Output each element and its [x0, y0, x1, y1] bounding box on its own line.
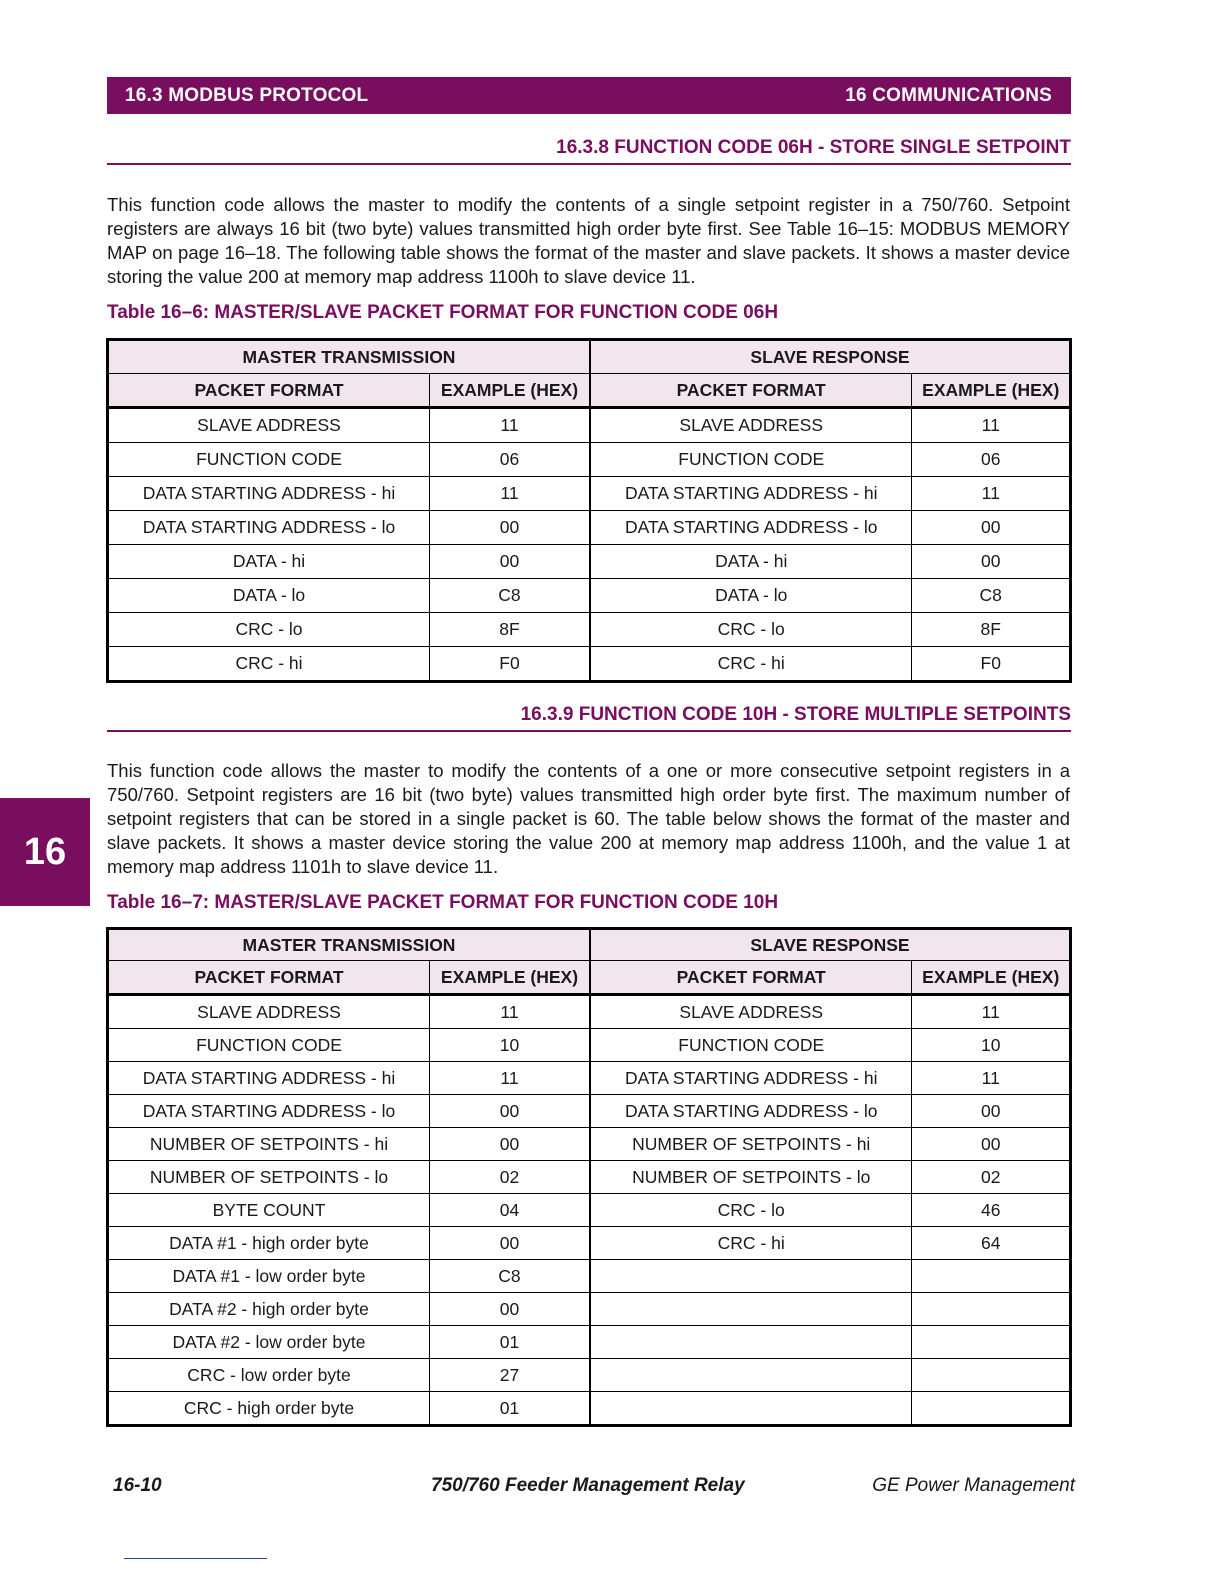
- cell-slave-example-hex: 00: [912, 545, 1071, 579]
- cell-slave-example-hex: 10: [912, 1029, 1071, 1062]
- cell-master-packet-format: NUMBER OF SETPOINTS - lo: [108, 1161, 430, 1194]
- cell-master-example-hex: 00: [429, 1227, 589, 1260]
- page-footer: [107, 1475, 1075, 1501]
- table-row: [108, 1161, 1071, 1194]
- table-16-6-caption: Table 16–6: MASTER/SLAVE PACKET FORMAT FOR FUNCTION CODE 06H: [107, 302, 779, 323]
- cell-slave-packet-format: DATA - lo: [590, 579, 912, 613]
- cell-slave-packet-format: DATA STARTING ADDRESS - lo: [590, 511, 912, 545]
- section-10h-paragraph: This function code allows the master to modify the contents of a one or more consecutive setpoint registers in a 750/760. Setpoint registers are 16 bit (two byte) values transmitted high order byte first. The maximum number of setpoint registers that can be stored in a single packet is 60. The table below shows the format of the master and slave packets. It shows a master device storing the value 200 at memory map address 1100h, and the value 1 at memory map address 1101h to slave device 11.: [107, 760, 1070, 877]
- cell-slave-packet-format: FUNCTION CODE: [590, 443, 912, 477]
- chapter-tab[interactable]: 16: [0, 798, 90, 906]
- cell-master-example-hex: 06: [429, 443, 589, 477]
- cell-slave-example-hex: 11: [912, 408, 1071, 443]
- cell-slave-packet-format: [590, 1260, 912, 1293]
- cell-slave-packet-format: SLAVE ADDRESS: [590, 408, 912, 443]
- cell-slave-example-hex: 11: [912, 1062, 1071, 1095]
- col-header-packet-format: PACKET FORMAT: [590, 374, 912, 408]
- cell-slave-example-hex: 06: [912, 443, 1071, 477]
- cell-master-packet-format: CRC - high order byte: [108, 1392, 430, 1426]
- table-row: [108, 1095, 1071, 1128]
- cell-master-example-hex: 00: [429, 1293, 589, 1326]
- table-row: [108, 995, 1071, 1029]
- cell-slave-example-hex: [912, 1293, 1071, 1326]
- cell-master-example-hex: 8F: [429, 613, 589, 647]
- cell-master-example-hex: 01: [429, 1326, 589, 1359]
- cell-slave-packet-format: NUMBER OF SETPOINTS - hi: [590, 1128, 912, 1161]
- cell-slave-packet-format: [590, 1392, 912, 1426]
- cell-master-example-hex: C8: [429, 1260, 589, 1293]
- table-row: [108, 408, 1071, 443]
- cell-master-example-hex: 00: [429, 1095, 589, 1128]
- cell-master-example-hex: F0: [429, 647, 589, 682]
- cell-master-packet-format: DATA STARTING ADDRESS - hi: [108, 1062, 430, 1095]
- cell-master-example-hex: 00: [429, 1128, 589, 1161]
- section-06h-paragraph: This function code allows the master to modify the contents of a single setpoint register in a 750/760. Setpoint registers are always 16 bit (two byte) values transmitted high order byte first. See Table 16–15: MODBUS MEMORY MAP on page 16–18. The following table shows the format of the master and slave packets. It shows a master device storing the value 200 at memory map address 1100h to slave device 11.: [107, 194, 1070, 287]
- cell-slave-packet-format: [590, 1293, 912, 1326]
- col-header-example-hex: EXAMPLE (HEX): [912, 374, 1071, 408]
- cell-slave-example-hex: 00: [912, 1128, 1071, 1161]
- header-chapter-label: 16 COMMUNICATIONS: [845, 84, 1052, 106]
- cell-slave-example-hex: C8: [912, 579, 1071, 613]
- cell-master-example-hex: 11: [429, 408, 589, 443]
- footer-product-name: 750/760 Feeder Management Relay: [431, 1475, 745, 1496]
- cell-master-packet-format: CRC - lo: [108, 613, 430, 647]
- cell-slave-example-hex: 64: [912, 1227, 1071, 1260]
- cell-master-packet-format: DATA - hi: [108, 545, 430, 579]
- cell-master-packet-format: DATA STARTING ADDRESS - lo: [108, 511, 430, 545]
- col-header-packet-format: PACKET FORMAT: [108, 374, 430, 408]
- cell-master-packet-format: FUNCTION CODE: [108, 1029, 430, 1062]
- section-title-06h: 16.3.8 FUNCTION CODE 06H - STORE SINGLE SETPOINT: [107, 137, 1071, 165]
- cell-slave-packet-format: DATA STARTING ADDRESS - hi: [590, 477, 912, 511]
- cell-slave-packet-format: NUMBER OF SETPOINTS - lo: [590, 1161, 912, 1194]
- cell-slave-packet-format: SLAVE ADDRESS: [590, 995, 912, 1029]
- cell-slave-packet-format: DATA STARTING ADDRESS - hi: [590, 1062, 912, 1095]
- col-header-example-hex: EXAMPLE (HEX): [429, 961, 589, 995]
- cell-master-packet-format: BYTE COUNT: [108, 1194, 430, 1227]
- packet-format-table-06h: [106, 338, 1072, 683]
- cell-slave-example-hex: [912, 1260, 1071, 1293]
- cell-master-example-hex: 11: [429, 1062, 589, 1095]
- cell-slave-packet-format: [590, 1326, 912, 1359]
- table-row: [108, 511, 1071, 545]
- cell-slave-example-hex: [912, 1359, 1071, 1392]
- table-row: [108, 1227, 1071, 1260]
- cell-master-packet-format: SLAVE ADDRESS: [108, 995, 430, 1029]
- cell-slave-example-hex: 8F: [912, 613, 1071, 647]
- col-header-example-hex: EXAMPLE (HEX): [912, 961, 1071, 995]
- cell-master-packet-format: NUMBER OF SETPOINTS - hi: [108, 1128, 430, 1161]
- table-row: [108, 477, 1071, 511]
- cell-master-packet-format: DATA STARTING ADDRESS - lo: [108, 1095, 430, 1128]
- cell-master-example-hex: C8: [429, 579, 589, 613]
- cell-slave-packet-format: DATA STARTING ADDRESS - lo: [590, 1095, 912, 1128]
- cell-slave-packet-format: FUNCTION CODE: [590, 1029, 912, 1062]
- slave-response-header: SLAVE RESPONSE: [590, 340, 1071, 374]
- cell-slave-packet-format: CRC - hi: [590, 1227, 912, 1260]
- cell-master-packet-format: DATA STARTING ADDRESS - hi: [108, 477, 430, 511]
- cell-master-example-hex: 00: [429, 545, 589, 579]
- cell-slave-packet-format: [590, 1359, 912, 1392]
- cell-slave-example-hex: 11: [912, 995, 1071, 1029]
- cell-master-packet-format: SLAVE ADDRESS: [108, 408, 430, 443]
- table-row: [108, 1128, 1071, 1161]
- cell-master-packet-format: DATA #2 - low order byte: [108, 1326, 430, 1359]
- table-row: [108, 1260, 1071, 1293]
- table-row: [108, 1293, 1071, 1326]
- cell-slave-example-hex: 00: [912, 511, 1071, 545]
- table-row: [108, 647, 1071, 682]
- cell-slave-example-hex: [912, 1392, 1071, 1426]
- master-transmission-header: MASTER TRANSMISSION: [108, 929, 590, 961]
- col-header-packet-format: PACKET FORMAT: [590, 961, 912, 995]
- table-row: [108, 1326, 1071, 1359]
- table-row: [108, 1194, 1071, 1227]
- cell-master-example-hex: 11: [429, 477, 589, 511]
- table-row: [108, 545, 1071, 579]
- cell-master-packet-format: DATA #1 - low order byte: [108, 1260, 430, 1293]
- cell-slave-packet-format: CRC - lo: [590, 1194, 912, 1227]
- footer-company: GE Power Management: [872, 1475, 1075, 1496]
- cell-slave-packet-format: CRC - hi: [590, 647, 912, 682]
- footer-link-underline: [124, 1558, 267, 1559]
- cell-slave-packet-format: DATA - hi: [590, 545, 912, 579]
- cell-master-packet-format: DATA - lo: [108, 579, 430, 613]
- table-row: [108, 613, 1071, 647]
- cell-master-packet-format: CRC - hi: [108, 647, 430, 682]
- slave-response-header: SLAVE RESPONSE: [590, 929, 1071, 961]
- cell-master-packet-format: CRC - low order byte: [108, 1359, 430, 1392]
- cell-slave-example-hex: 46: [912, 1194, 1071, 1227]
- table-row: [108, 1392, 1071, 1426]
- cell-master-packet-format: DATA #2 - high order byte: [108, 1293, 430, 1326]
- cell-master-example-hex: 02: [429, 1161, 589, 1194]
- cell-slave-example-hex: 00: [912, 1095, 1071, 1128]
- master-transmission-header: MASTER TRANSMISSION: [108, 340, 590, 374]
- table-row: [108, 443, 1071, 477]
- cell-master-example-hex: 11: [429, 995, 589, 1029]
- cell-master-packet-format: FUNCTION CODE: [108, 443, 430, 477]
- packet-format-table-10h: [106, 927, 1072, 1427]
- table-row: [108, 579, 1071, 613]
- cell-master-example-hex: 00: [429, 511, 589, 545]
- cell-slave-example-hex: F0: [912, 647, 1071, 682]
- page-header-bar: [107, 77, 1071, 114]
- col-header-example-hex: EXAMPLE (HEX): [429, 374, 589, 408]
- cell-slave-example-hex: 02: [912, 1161, 1071, 1194]
- header-section-label: 16.3 MODBUS PROTOCOL: [125, 84, 369, 106]
- section-title-10h: 16.3.9 FUNCTION CODE 10H - STORE MULTIPLE SETPOINTS: [107, 704, 1071, 732]
- cell-master-example-hex: 04: [429, 1194, 589, 1227]
- cell-master-example-hex: 01: [429, 1392, 589, 1426]
- table-row: [108, 1359, 1071, 1392]
- footer-page-number: 16-10: [113, 1475, 162, 1496]
- cell-slave-packet-format: CRC - lo: [590, 613, 912, 647]
- cell-master-example-hex: 10: [429, 1029, 589, 1062]
- col-header-packet-format: PACKET FORMAT: [108, 961, 430, 995]
- table-16-7-caption: Table 16–7: MASTER/SLAVE PACKET FORMAT FOR FUNCTION CODE 10H: [107, 892, 779, 913]
- cell-slave-example-hex: [912, 1326, 1071, 1359]
- cell-master-example-hex: 27: [429, 1359, 589, 1392]
- cell-slave-example-hex: 11: [912, 477, 1071, 511]
- table-row: [108, 1062, 1071, 1095]
- cell-master-packet-format: DATA #1 - high order byte: [108, 1227, 430, 1260]
- table-row: [108, 1029, 1071, 1062]
